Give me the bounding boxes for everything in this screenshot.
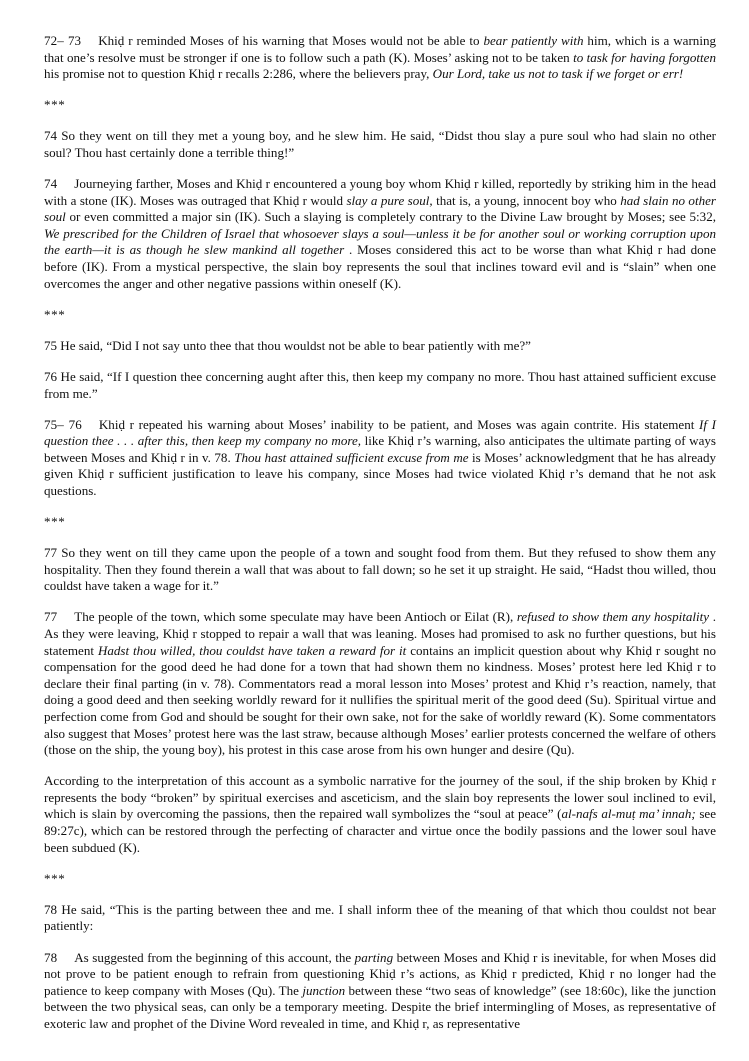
verse-translation — [44, 902, 716, 935]
quoted-phrase: If I question thee . . . after this, then keep my company no more, — [44, 416, 716, 449]
quoted-phrase: to task for having forgotten — [573, 49, 716, 65]
commentary-paragraph — [44, 417, 716, 500]
text-run: According to the interpretation of this account as a symbolic narrative for the journey of the soul, if the ship broken by Khiḍ r represents the body “broken” by spiritual exercises and asceticism, and the slain boy represents the lower soul inclined to evil, which is slain by overcoming the passions, then the repaired wall symbolizes the “soul at peace” ( — [44, 773, 716, 822]
text-run: like Khiḍ r’s warning, also anticipates the ultimate parting of ways between Moses and Khiḍ r in v. 78. — [44, 433, 716, 465]
text-run: Khiḍ r repeated his warning about Moses’ inability to be patient, and Moses was again contrite. His statement — [98, 416, 700, 432]
commentary-paragraph — [44, 176, 716, 292]
text-run: The people of the town, which some speculate may have been Antioch or Eilat (R), — [74, 609, 517, 625]
text-run: . As they were leaving, Khiḍ r stopped to repair a wall that was leaning. Moses had promised to ask no further questions, but his statement — [44, 609, 716, 658]
quoted-phrase: had slain no other soul — [44, 192, 716, 225]
section-separator: *** — [44, 870, 66, 886]
commentary-paragraph — [44, 609, 716, 758]
section-separator: *** — [44, 97, 66, 113]
text-run: Khiḍ r reminded Moses of his warning that Moses would not be able to — [98, 33, 484, 48]
text-run: . Moses considered this act to be worse than what Khiḍ r had done before (IK). From a mystical perspective, the slain boy represents the soul that inclines toward evil and is “slain” when one overcomes the anger and other negative passions within oneself (K). — [44, 242, 716, 291]
section-separator: *** — [44, 514, 66, 530]
commentary-verse-number: 72– 73 — [44, 33, 82, 48]
text-run: that is, a young, innocent boy who — [432, 192, 621, 208]
quoted-phrase: We prescribed for the Children of Israel that whosoever slays a soul—unless it be for another soul or working corruption upon the earth—it is as though he slew mankind all together — [44, 225, 716, 258]
quoted-phrase: slay a pure soul, — [346, 192, 433, 208]
body-paragraph — [44, 773, 716, 856]
commentary-verse-number: 75– 76 — [44, 416, 82, 432]
text-run: 78 He said, “This is the parting between thee and me. I shall inform thee of the meaning of that which thou couldst not bear patiently: — [44, 901, 716, 934]
page-content — [44, 33, 716, 1033]
commentary-verse-number: 78 — [44, 949, 58, 965]
commentary-paragraph — [44, 33, 716, 83]
quoted-phrase: refused to show them any hospitality — [516, 609, 710, 625]
text-run: 76 He said, “If I question thee concerning aught after this, then keep my company no more. Thou hast attained sufficient excuse from me.” — [44, 368, 716, 401]
text-run: is Moses’ acknowledgment that he has already given Khiḍ r sufficient justification to leave his company, since Moses had twice violated Khiḍ r’s demand that he not ask questions. — [44, 449, 716, 498]
text-run: between Moses and Khiḍ r is inevitable, for when Moses did not prove to be patient enough to refrain from questioning Khiḍ r’s actions, as Khiḍ r predicted, Khiḍ r no longer had the patience to keep company with Moses (Qu). The — [44, 949, 717, 998]
verse-translation — [44, 338, 716, 355]
verse-translation — [44, 128, 716, 161]
quoted-phrase: Our Lord, take us not to task if we forget or err! — [432, 66, 684, 82]
text-run: 74 So they went on till they met a young boy, and he slew him. He said, “Didst thou slay a pure soul who had slain no other soul? Thou hast certainly done a terrible thing!” — [44, 128, 716, 160]
quoted-phrase: bear patiently with — [483, 33, 584, 48]
commentary-verse-number: 74 — [44, 176, 58, 192]
text-run: see 89:27c), which can be restored through the perfecting of character and virtue once the bodily passions and the lower soul have been subdued (K). — [44, 806, 717, 855]
commentary-verse-number: 77 — [44, 609, 58, 625]
text-run: 75 He said, “Did I not say unto thee that thou wouldst not be able to bear patiently with me?” — [44, 337, 531, 353]
text-run: or even committed a major sin (IK). Such a slaying is completely contrary to the Divine Law brought by Moses; see 5:32, — [65, 209, 716, 225]
quoted-phrase: Thou hast attained sufficient excuse from me — [234, 449, 469, 465]
verse-translation — [44, 369, 716, 402]
quoted-phrase: junction — [302, 982, 346, 998]
commentary-paragraph — [44, 950, 716, 1033]
text-run: contains an implicit question about why Khiḍ r sought no compensation for the good deed he had done for a town that had shown them no kindness. Moses’ protest here led Khiḍ r to declare their final parting (in v. 78). Commentators read a moral lesson into Moses’ protest and Khiḍ r’s reaction, namely, that doing a good deed and then seeking worldly reward for it nullifies the spiritual merit of the good deed (Su). Spiritual virtue and perfection come from God and should be sought for their own sake, not for the sake of worldly reward (K). Some commentators also suggest that Moses’ protest here was the last straw, because although Moses’ earlier protests concerned the welfare of others (those on the ship, the young boy), his protest in this case arose from his own hunger and desire (Qu). — [44, 642, 716, 758]
verse-translation — [44, 545, 716, 595]
section-separator: *** — [44, 306, 66, 322]
text-run: 77 So they went on till they came upon the people of a town and sought food from them. But they refused to show them any hospitality. Then they found therein a wall that was about to fall down; so he set it up straight. He said, “Hadst thou willed, thou couldst have taken a wage for it.” — [44, 545, 716, 594]
quoted-phrase: parting — [354, 949, 394, 965]
text-run: Journeying farther, Moses and Khiḍ r encountered a young boy whom Khiḍ r killed, reportedly by striking him in the head with a stone (IK). Moses was outraged that Khiḍ r would — [44, 176, 716, 208]
quoted-phrase: Hadst thou willed, thou couldst have taken a reward for it — [97, 642, 407, 658]
text-run: him, which is a warning that one’s resolve must be stronger if one is to follow such a path (K). Moses’ asking not to be taken — [44, 33, 716, 65]
text-run: As suggested from the beginning of this account, the — [74, 949, 355, 965]
quoted-phrase: al-nafs al-muṭ ma’ innah; — [561, 806, 696, 822]
text-run: between these “two seas of knowledge” (see 18:60c), like the junction between the two physical seas, can only be a temporary meeting. Despite the brief intermingling of Moses, as representative of exoteric law and prophet of the Divine Word revealed in time, and Khiḍ r, as representative — [44, 982, 716, 1031]
text-run: his promise not to question Khiḍ r recalls 2:286, where the believers pray, — [44, 66, 433, 82]
